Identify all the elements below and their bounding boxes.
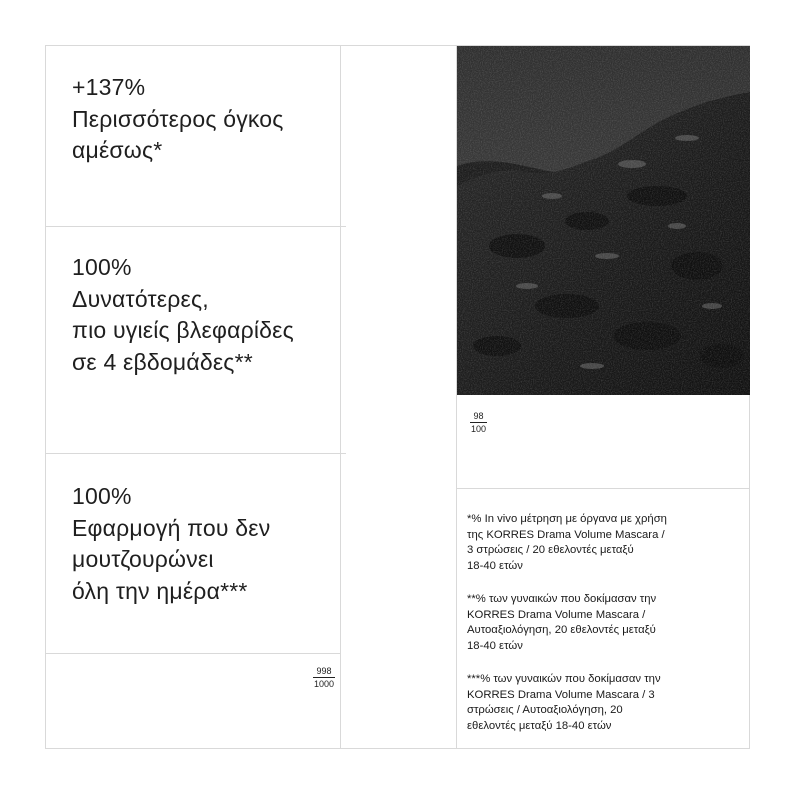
stat-strength: [72, 252, 362, 378]
stat-line: Εφαρμογή που δεν: [72, 514, 271, 541]
row-divider-1: [46, 226, 346, 227]
stat-line: μουτζουρώνει: [72, 546, 214, 572]
counter-numerator: 998: [316, 666, 332, 676]
counter-numerator: 98: [473, 411, 484, 421]
footnote-line: Αυτοαξιολόγηση, 20 εθελοντές μεταξύ: [467, 624, 656, 636]
footnote-line: KORRES Drama Volume Mascara / 3: [467, 688, 655, 701]
counter-divider: [313, 677, 335, 678]
footnote-2: [467, 592, 737, 654]
counter-divider: [470, 422, 487, 423]
footnote-1: [467, 512, 737, 574]
stat-no-smudge: [72, 481, 362, 607]
stat-line: αμέσως*: [72, 137, 163, 163]
footnote-line: 3 στρώσεις / 20 εθελοντές μεταξύ: [467, 544, 634, 556]
footnote-3: [467, 672, 737, 734]
footnote-line: εθελοντές μεταξύ 18-40 ετών: [467, 719, 612, 732]
stat-line: όλη την ημέρα***: [72, 577, 248, 604]
stat-value: 100%: [72, 254, 132, 280]
row-divider-3: [46, 653, 340, 654]
layout-grid: [45, 45, 750, 749]
counter-right: [470, 411, 487, 434]
stat-volume: [72, 72, 362, 167]
stat-line: Περισσότερος όγκος: [72, 105, 284, 132]
counter-denominator: 1000: [314, 679, 335, 689]
stat-value: 100%: [72, 483, 132, 509]
stat-line: πιο υγιείς βλεφαρίδες: [72, 317, 294, 343]
row-divider-right: [456, 488, 750, 489]
stat-line: Δυνατότερες,: [72, 285, 209, 312]
footnote-line: στρώσεις / Αυτοαξιολόγηση, 20: [467, 704, 623, 716]
footnotes: [467, 512, 737, 752]
footnote-line: 18-40 ετών: [467, 559, 523, 572]
footnote-line: 18-40 ετών: [467, 639, 523, 652]
footnote-line: **% των γυναικών που δοκίμασαν την: [467, 593, 657, 605]
row-divider-2: [46, 453, 346, 454]
counter-left: [313, 666, 335, 689]
footnote-line: ***% των γυναικών που δοκίμασαν την: [467, 673, 661, 685]
stat-value: +137%: [72, 74, 146, 100]
footnote-line: της KORRES Drama Volume Mascara /: [467, 528, 665, 541]
footnote-line: *% In vivo μέτρηση με όργανα με χρήση: [467, 513, 667, 525]
counter-denominator: 100: [471, 424, 487, 434]
footnote-line: KORRES Drama Volume Mascara /: [467, 608, 646, 621]
volcanic-rock-photo: [457, 46, 750, 395]
stat-line: σε 4 εβδομάδες**: [72, 348, 253, 375]
